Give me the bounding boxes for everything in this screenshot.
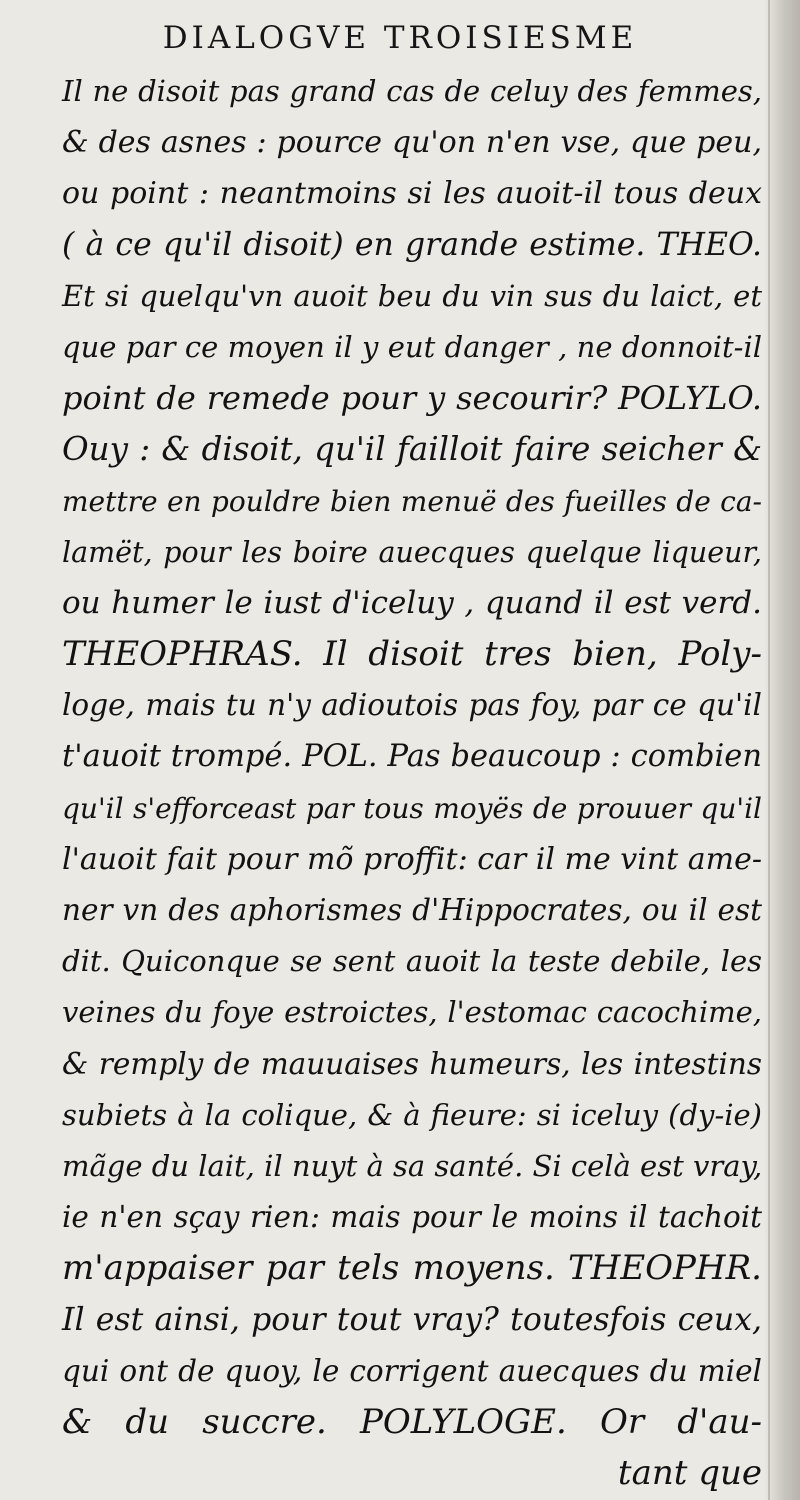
- text-line: que par ce moyen il y eut danger , ne donnoit-il: [62, 329, 762, 364]
- text-line: qu'il s'efforceast par tous moyës de prouuer qu'il: [62, 791, 762, 825]
- text-line: Et si quelqu'vn auoit beu du vin sus du laict, et: [62, 278, 762, 313]
- text-line: & des asnes : pource qu'on n'en vse, que peu,: [62, 125, 762, 161]
- text-line: point de remede pour y secourir? POLYLO.: [62, 379, 762, 418]
- text-line: ou humer le iust d'iceluy , quand il est verd.: [62, 584, 762, 621]
- text-line: lamët, pour les boire auecques quelque liqueur,: [62, 535, 762, 569]
- text-line: l'auoit fait pour mõ proffit: car il me vint ame-: [62, 841, 762, 877]
- text-line: ( à ce qu'il disoit) en grande estime. THEO.: [62, 226, 762, 263]
- text-line: loge, mais tu n'y adioutois pas foy, par ce qu'il: [62, 688, 762, 723]
- text-line: Il ne disoit pas grand cas de celuy des femmes,: [62, 74, 762, 108]
- text-line: & remply de mauuaises humeurs, les intestins: [62, 1046, 762, 1081]
- text-line: qui ont de quoy, le corrigent auecques du miel: [62, 1353, 762, 1388]
- text-line: mãge du lait, il nuyt à sa santé. Si celà est vray,: [62, 1148, 763, 1183]
- text-line: Ouy : & disoit, qu'il failloit faire seicher &: [62, 430, 762, 469]
- text-line: Il est ainsi, pour tout vray? toutesfois ceux,: [62, 1301, 762, 1338]
- running-header: DIALOGVE TROISIESME: [162, 20, 638, 56]
- text-line: ner vn des aphorismes d'Hippocrates, ou il est: [62, 893, 762, 927]
- text-line: veines du foye estroictes, l'estomac cacochime,: [62, 995, 762, 1030]
- text-line: subiets à la colique, & à fieure: si iceluy (dy-ie): [62, 1097, 762, 1132]
- body-text: [62, 66, 762, 1499]
- text-line: mettre en pouldre bien menuë des fueilles de ca-: [62, 484, 762, 518]
- text-line: t'auoit trompé. POL. Pas beaucoup : combien: [62, 739, 762, 775]
- text-line: ie n'en sçay rien: mais pour le moins il tachoit: [62, 1200, 762, 1235]
- text-line: THEOPHRAS. Il disoit tres bien, Poly-: [62, 634, 762, 675]
- text-line: tant que: [617, 1453, 762, 1494]
- text-line: dit. Quiconque se sent auoit la teste debile, les: [62, 944, 762, 979]
- text-line: ou point : neantmoins si les auoit-il tous deux: [62, 176, 762, 212]
- binding-edge: [768, 0, 770, 1500]
- text-line: & du succre. POLYLOGE. Or d'au-: [62, 1401, 762, 1442]
- text-line: m'appaiser par tels moyens. THEOPHR.: [62, 1248, 762, 1289]
